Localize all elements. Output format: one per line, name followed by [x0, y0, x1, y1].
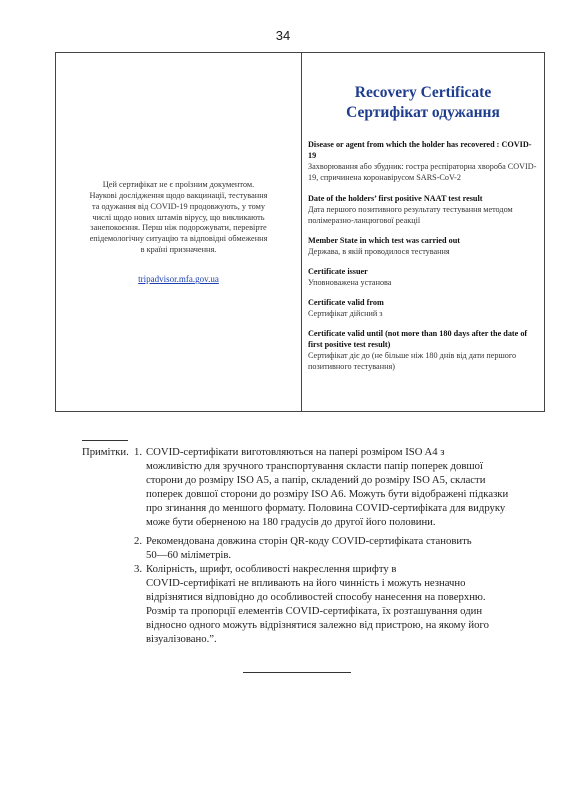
field-member-state [308, 235, 538, 257]
field-label: Date of the holders’ first positive NAAT test result [308, 193, 483, 203]
notes-section [82, 446, 522, 647]
field-label: Certificate issuer [308, 266, 368, 276]
note-continuation: можливістю для зручного транспортування скласти папір поперек довшої сторони до розміру ISO A5, а папір, складений до розміру ISO A5, скласти поперек довшої сторони до розміру ISO A6. Можуть бути відображені підказки про згинання до меншого формату. Половина COVID-сертифіката для видруку може бути оберненою на 180 градусів до другої його половини. [146, 459, 509, 528]
certificate-right-panel [302, 53, 544, 411]
title-english: Recovery Certificate [354, 84, 492, 101]
footnote-divider [82, 440, 128, 441]
note-number: 1. [134, 446, 143, 458]
field-label: Certificate valid from [308, 297, 384, 307]
certificate-table [55, 52, 545, 412]
note-number: 2. [134, 535, 143, 548]
title-ukrainian: Сертифікат одужання [346, 104, 500, 122]
certificate-title [308, 83, 538, 123]
end-divider [243, 672, 351, 673]
note-item-3 [134, 563, 522, 646]
disclaimer-text: Цей сертифікат не є проїзним документом. Наукові дослідження щодо вакцинації, тестування та одужання від COVID-19 продовжують, у тому числі щодо нових штамів вірусу, що викликають занепокоєння. Перш ніж подорожувати, перевірте епідемологічну ситуацію та відповідні обмеження в країні призначення. [89, 179, 268, 255]
field-valid-from [308, 297, 538, 319]
note-continuation: 50—60 міліметрів. [146, 549, 232, 562]
note-first-line: Рекомендована довжина сторін QR-коду COVID-сертифіката становить [146, 535, 472, 548]
field-label: Disease or agent from which the holder has recovered : COVID-19 [308, 140, 532, 161]
field-translation: Дата першого позитивного результату тестування методом полімеразно-ланцюгової реакції [308, 204, 513, 225]
field-translation: Уповноважена установа [308, 277, 392, 287]
field-issuer [308, 266, 538, 288]
field-first-positive-date [308, 193, 538, 226]
note-first-line: Колірність, шрифт, особливості накреслення шрифту в [146, 563, 397, 576]
field-label: Member State in which test was carried out [308, 235, 460, 245]
field-translation: Захворювання або збудник: гостра респіраторна хвороба COVID-19, спричинена коронавірусом SARS-CoV-2 [308, 162, 537, 183]
website-link[interactable]: tripadvisor.mfa.gov.ua [138, 274, 219, 285]
notes-heading: Примітки. [82, 446, 129, 458]
note-first-line: COVID-сертифікати виготовляються на папері розміром ISO A4 з [146, 446, 445, 458]
note-item-2 [134, 535, 522, 563]
certificate-left-panel [56, 53, 302, 411]
note-item-1 [82, 446, 522, 460]
field-label: Certificate valid until (not more than 180 days after the date of first positive test result) [308, 329, 528, 350]
field-valid-until [308, 328, 538, 372]
note-continuation: COVID-сертифікаті не впливають на його чинність і можуть незначно відрізнятися відповідно до особливостей способу нанесення на поверхню. Розмір та пропорції елементів COVID-сертифіката, їх розташування один відносно одного можуть відрізнятися залежно від пристрою, на якому його візуалізовано.”. [146, 577, 489, 645]
field-translation: Держава, в якій проводилося тестування [308, 246, 450, 256]
page-number: 34 [275, 28, 291, 43]
field-translation: Сертифікат дійсний з [308, 309, 383, 319]
field-disease [308, 139, 538, 183]
note-number: 3. [134, 563, 143, 576]
field-translation: Сертифікат діє до (не більше ніж 180 днів від дати першого позитивного тестування) [308, 351, 517, 372]
